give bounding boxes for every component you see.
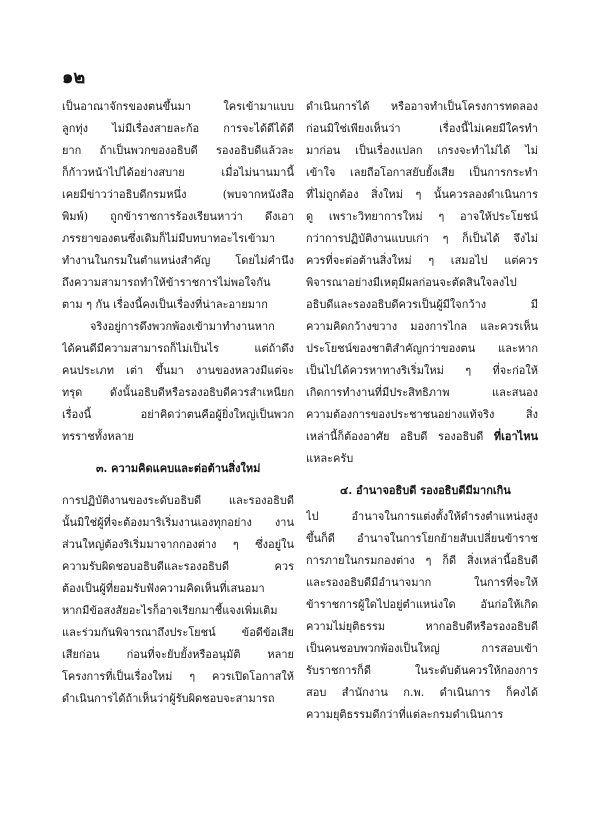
text-line: เข้าใจ เลยถือโอกาสยับยั้งเสีย เป็นการกระทำ	[306, 166, 538, 179]
text-line: ดำเนินการได้ หรืออาจทำเป็นโครงการทดลอง	[306, 100, 538, 113]
text-line: ขึ้นก็ดี อำนาจในการโยกย้ายสับเปลี่ยนข้าราช	[306, 532, 538, 545]
text-line-bold: ที่เอาไหน	[493, 430, 538, 443]
text-line: และรองอธิบดีมีอำนาจมาก ในการที่จะให้	[306, 576, 538, 589]
left-column	[62, 96, 294, 710]
text-line-plain: เหล่านี้ก็ต้องอาศัย อธิบดี รองอธิบดี	[306, 430, 494, 443]
text-line: ก็ก้าวหน้าไปได้อย่างสบาย เมื่อไม่นานมานี้	[62, 166, 294, 179]
text-line: เป็นคนชอบพวกพ้องเป็นใหญ่ การสอบเข้า	[306, 642, 538, 655]
text-line: แหละครับ	[306, 452, 354, 465]
text-line: ที่ไม่ถูกต้อง สิ่งใหม่ ๆ นั้นควรลองดำเนินการ	[306, 188, 538, 201]
text-line: ก่อนมิใช่เพียงเห็นว่า เรื่องนี้ไม่เคยมีใครทำ	[306, 122, 538, 135]
right-column	[306, 96, 538, 726]
text-line: ทำงานในกรมในตำแหน่งสำคัญ โดยไม่คำนึง	[62, 254, 294, 267]
left-paragraph-1	[62, 96, 294, 316]
left-paragraph-2	[62, 316, 294, 448]
text-line: ได้คนดีมีความสามารถก็ไม่เป็นไร แต่ถ้าดึง	[62, 342, 294, 355]
text-line: จริงอยู่การดึงพวกพ้องเข้ามาทำงานหาก	[90, 320, 275, 333]
text-line: พิจารณาอย่างมีเหตุมีผลก่อนจะตัดสินใจลงไป	[306, 276, 517, 289]
text-line: ถึงความสามารถทำให้ข้าราชการไม่พอใจกัน	[62, 276, 271, 289]
text-line: นั้นมิใช่ผู้ที่จะต้องมาริเริ่มงานเองทุกอย่าง งาน	[62, 516, 294, 529]
text-line: เคยมีข่าวว่าอธิบดีกรมหนึ่ง (พบจากหนังสือ	[62, 188, 294, 201]
text-line: ยาก ถ้าเป็นพวกของอธิบดี รองอธิบดีแล้วละ	[62, 144, 294, 157]
text-line: ทรุด ดังนั้นอธิบดีหรือรองอธิบดีควรสำเหนียก	[62, 386, 294, 399]
text-line: ความไม่ยุติธรรม หากอธิบดีหรือรองอธิบดี	[306, 620, 538, 633]
text-line: เกิดการทำงานที่มีประสิทธิภาพ และสนอง	[306, 386, 538, 399]
text-line: ลูกทุ่ง ไม่มีเรื่องสายละก้อ การจะได้ดีได้ดี	[62, 122, 294, 135]
text-line: ความยุติธรรมดีกว่าที่แต่ละกรมดำเนินการ	[306, 708, 504, 721]
text-line: ส่วนใหญ่ต้องริเริ่มมาจากกองต่าง ๆ ซึ่งอยู่ใน	[62, 538, 294, 551]
page-number: ๑๒	[62, 67, 86, 88]
text-line: ดำเนินการได้ถ้าเห็นว่าผู้รับผิดชอบจะสามารถ	[62, 692, 275, 705]
text-line: สอบ สำนักงาน ก.พ. ดำเนินการ ก็คงได้	[306, 686, 538, 699]
text-line: พิมพ์) ถูกข้าราชการร้องเรียนหาว่า ดึงเอา	[62, 210, 294, 223]
text-line: รับราชการก็ดี ในระดับต้นควรให้กองการ	[306, 664, 538, 677]
text-line: อธิบดีและรองอธิบดีควรเป็นผู้มีใจกว้าง มี	[306, 298, 538, 311]
text-line: ข้าราชการผู้ใดไปอยู่ตำแหน่งใด อันก่อให้เกิด	[306, 598, 538, 611]
text-line: คนประเภท เต่า ขึ้นมา งานของหลวงมีแต่จะ	[62, 364, 294, 377]
text-line: หากมีข้อสงสัยอะไรก็อาจเรียกมาชี้แจงเพิ่มเติม	[62, 604, 278, 617]
right-paragraph-2	[306, 506, 538, 726]
text-line: ดู เพราะวิทยาการใหม่ ๆ อาจให้ประโยชน์	[306, 210, 538, 223]
text-line: มาก่อน เป็นเรื่องแปลก เกรงจะทำไม่ได้ ไม่	[306, 144, 538, 157]
text-line: เป็นไปได้ควรหาทางริเริ่มใหม่ ๆ ที่จะก่อให้	[306, 364, 538, 377]
text-line: ตาม ๆ กัน เรื่องนี้คงเป็นเรื่องที่น่าละอายมาก	[62, 298, 268, 311]
text-line: ภรรยาของตนซึ่งเดิมก็ไม่มีบทบาทอะไรเข้ามา	[62, 232, 276, 245]
text-line: และร่วมกันพิจารณาถึงประโยชน์ ข้อดีข้อเสีย	[62, 626, 294, 639]
text-line: ควรที่จะต่อต้านสิ่งใหม่ ๆ เสมอไป แต่ควร	[306, 254, 538, 267]
text-line: ความรับผิดชอบอธิบดีและรองอธิบดี ควร	[62, 560, 294, 573]
right-paragraph-1	[306, 96, 538, 470]
text-line: เสียก่อน ก่อนที่จะยับยั้งหรืออนุมัติ หลาย	[62, 648, 294, 661]
text-line: ทรราชทั้งหลาย	[62, 430, 134, 443]
text-line: การภายในกรมกองต่าง ๆ ก็ดี สิ่งเหล่านี้อธิบดี	[306, 554, 538, 567]
text-line	[306, 426, 538, 448]
left-paragraph-3	[62, 490, 294, 710]
section-heading: ๓. ความคิดแคบและต่อต้านสิ่งใหม่	[96, 462, 261, 475]
text-line: ความต้องการของประชาชนอย่างแท้จริง สิ่ง	[306, 408, 538, 421]
text-line: การปฏิบัติงานของระดับอธิบดี และรองอธิบดี	[62, 494, 294, 507]
section-heading: ๔. อำนาจอธิบดี รองอธิบดีมีมากเกิน	[340, 484, 511, 497]
text-line: กว่าการปฏิบัติงานแบบเก่า ๆ ก็เป็นได้ จึงไม่	[306, 232, 538, 245]
text-line: ความคิดกว้างขวาง มองการไกล และควรเห็น	[306, 320, 538, 333]
text-line: เป็นอาณาจักรของตนขึ้นมา ใครเข้ามาแบบ	[62, 100, 294, 113]
text-line: ประโยชน์ของชาติสำคัญกว่าของตน และหาก	[306, 342, 538, 355]
text-line: เรื่องนี้ อย่าคิดว่าตนคือผู้ยิ่งใหญ่เป็นพวก	[62, 408, 294, 421]
text-line: โครงการที่เป็นเรื่องใหม่ ๆ ควรเปิดโอกาสให้	[62, 670, 294, 683]
text-line: ไป อำนาจในการแต่งตั้งให้ดำรงตำแหน่งสูง	[306, 510, 538, 523]
text-line: ต้องเป็นผู้ที่ยอมรับฟังความคิดเห็นที่เสนอมา	[62, 582, 265, 595]
